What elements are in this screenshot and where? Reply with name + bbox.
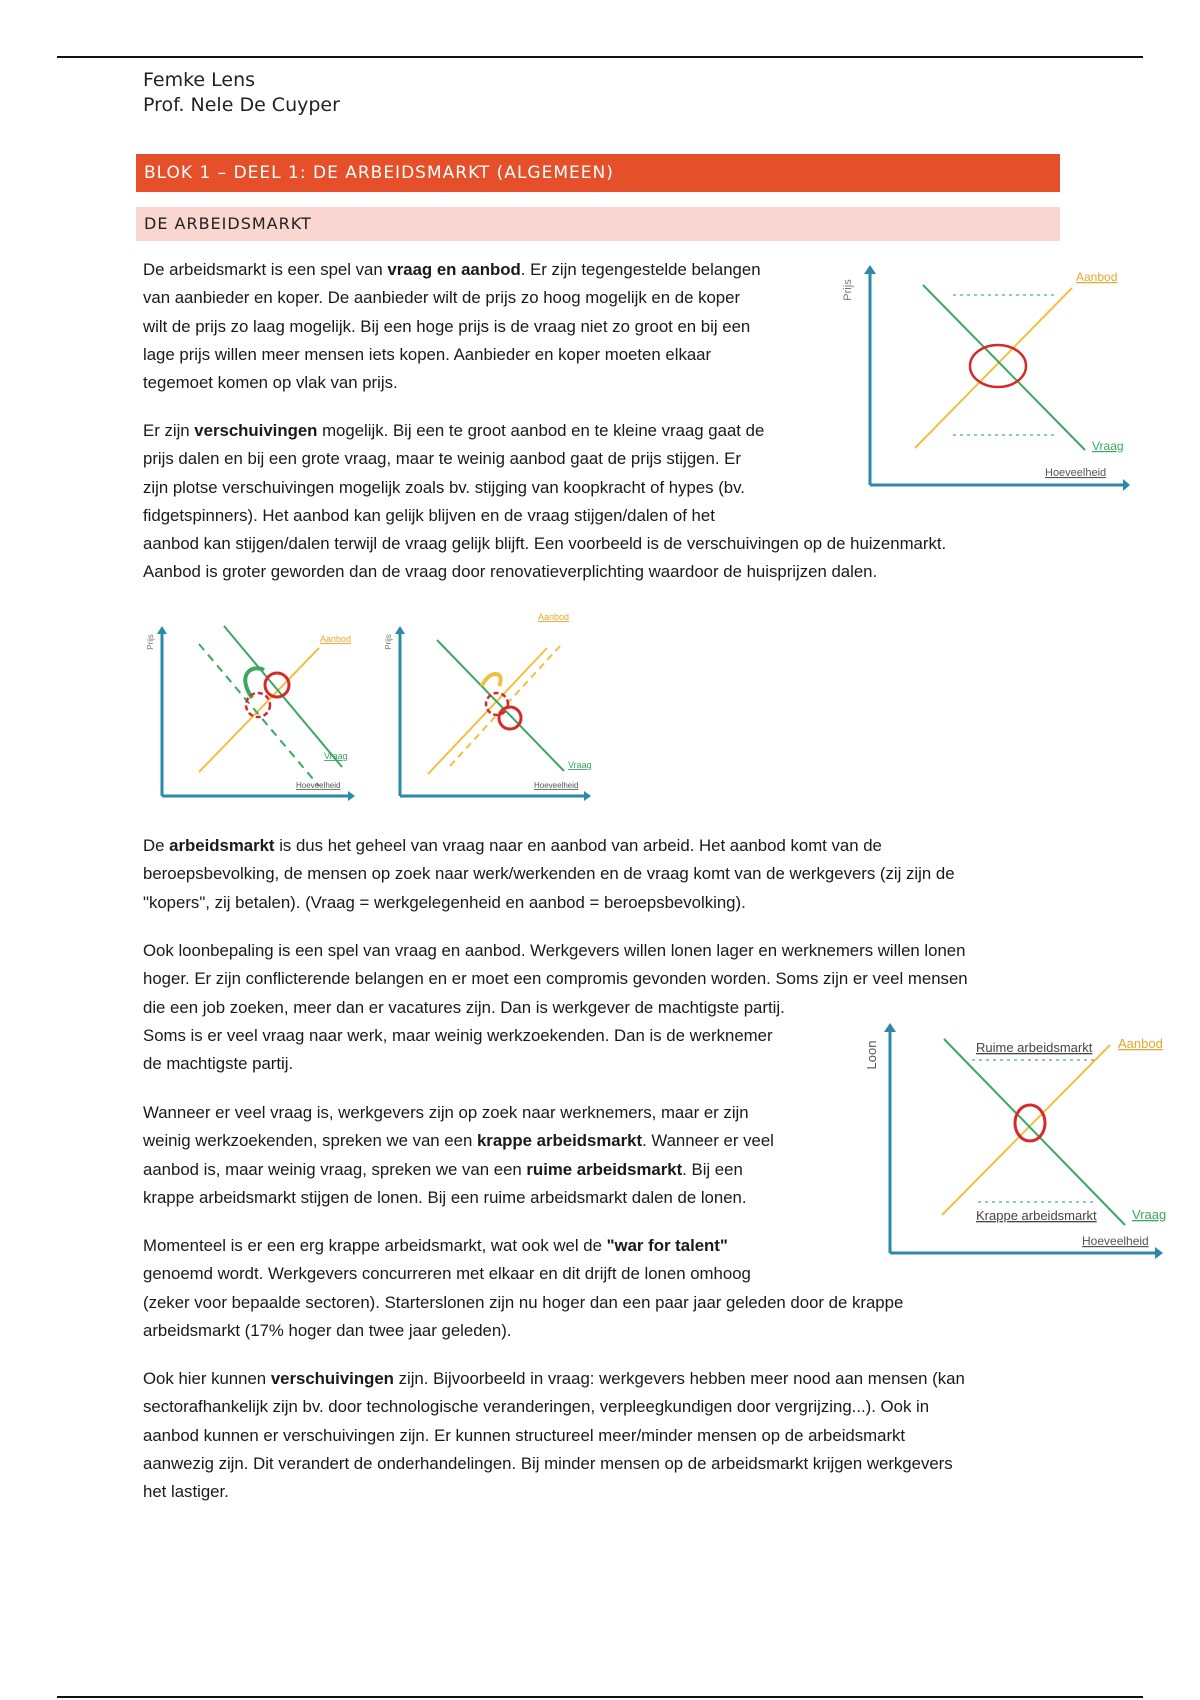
supply-line (942, 1045, 1110, 1215)
demand-line (437, 640, 564, 771)
x-axis-arrow (584, 791, 591, 801)
demand-label: Vraag (568, 760, 592, 770)
paragraph-4: Ook loonbepaling is een spel van vraag en aanbod. Werkgevers willen lonen lager en werknemers willen lonen hoger. Er zijn conflicterende belangen en er moet een compromis gevonden worden. Soms zijn er veel mensen die een job zoeken, meer dan er vacatures zijn. Dan is werkgever de machtigste partij. Soms is er veel vraag naar werk, maar weinig werkzoekenden. Dan is de werknemer de machtigste partij. (143, 941, 968, 1074)
demand-line (923, 285, 1085, 450)
paragraph-6: Momenteel is er een erg krappe arbeidsmarkt, wat ook wel de "war for talent" genoemd wordt. Werkgevers concurreren met elkaar en dit drijft de lonen omhoog (zeker voor bepaalde sectoren). Starterslonen zijn nu hoger dan een paar jaar geleden door de krappe arbeidsmarkt (17% hoger dan twee jaar geleden). (143, 1236, 904, 1340)
y-axis-label: Loon (864, 1040, 879, 1070)
paragraph-3: De arbeidsmarkt is dus het geheel van vraag naar en aanbod van arbeid. Het aanbod komt van de beroepsbevolking, de mensen op zoek naar werk/werkenden en de vraag komt van de werkgevers (zij zijn de "kopers", zij betalen). (Vraag = werkgelegenheid en aanbod = beroepsbevolking). (143, 836, 955, 912)
paragraph-1: De arbeidsmarkt is een spel van vraag en aanbod. Er zijn tegengestelde belangen van aanbieder en koper. De aanbieder wilt de prijs zo hoog mogelijk en de koper wilt de prijs zo laag mogelijk. Bij een hoge prijs is de vraag niet zo groot en bij een lage prijs willen meer mensen iets kopen. Aanbieder en koper moeten elkaar tegemoet komen op vlak van prijs. (143, 260, 761, 393)
paragraph-2: Er zijn verschuivingen mogelijk. Bij een te groot aanbod en te kleine vraag gaat de prijs dalen en bij een grote vraag, maar te weinig aanbod gaat de prijs stijgen. Er zijn plotse verschuivingen mogelijk zoals bv. stijging van koopkracht of hypes (bv. fidgetspinners). Het aanbod kan gelijk blijven en de vraag stijgen/dalen of het aanbod kan stijgen/dalen terwijl de vraag gelijk blijft. Een voorbeeld is de verschuivingen op de huizenmarkt. Aanbod is groter geworden dan de vraag door renovatieverplichting waardoor de huisprijzen dalen. (143, 421, 947, 582)
equilibrium-circle (1015, 1105, 1045, 1141)
author-name: Femke Lens (143, 69, 256, 91)
y-axis-arrow (864, 265, 876, 274)
x-axis-label: Hoeveelheid (534, 781, 579, 790)
demand-line (944, 1039, 1125, 1225)
demand-shift-chart (144, 612, 359, 802)
x-axis-arrow (1155, 1247, 1163, 1259)
supply-label: Aanbod (1118, 1036, 1163, 1051)
paragraph-5: Wanneer er veel vraag is, werkgevers zijn op zoek naar werknemers, maar er zijn weinig werkzoekenden, spreken we van een krappe arbeidsmarkt. Wanneer er veel aanbod is, maar weinig vraag, spreken we van een ruime arbeidsmarkt. Bij een krappe arbeidsmarkt stijgen de lonen. Bij een ruime arbeidsmarkt dalen de lonen. (143, 1103, 774, 1207)
top-rule (57, 56, 1143, 58)
new-equilibrium-circle (265, 673, 289, 697)
paragraph-7: Ook hier kunnen verschuivingen zijn. Bijvoorbeeld in vraag: werkgevers hebben meer nood aan mensen (kan sectorafhankelijk zijn bv. door technologische veranderingen, verpleegkundigen door vergrijzing...). Ook in aanbod kunnen er verschuivingen zijn. Er kunnen structureel meer/minder mensen op de arbeidsmarkt aanwezig zijn. Dit verandert de onderhandelingen. Bij minder mensen op de arbeidsmarkt krijgen werkgevers het lastiger. (143, 1369, 965, 1502)
y-axis-label: Prijs (146, 634, 155, 650)
document-header (143, 68, 340, 118)
new-equilibrium-circle (499, 707, 521, 729)
subsection-title: DE ARBEIDSMARKT (136, 207, 1060, 241)
x-axis-arrow (1123, 479, 1130, 491)
supply-demand-chart (840, 260, 1130, 495)
section-title: BLOK 1 – DEEL 1: DE ARBEIDSMARKT (ALGEMEEN) (136, 154, 1060, 192)
y-axis-arrow (395, 626, 405, 634)
supply-shift-chart (382, 608, 597, 802)
old-equilibrium-circle (486, 693, 508, 715)
labour-market-chart (860, 1015, 1170, 1260)
demand-label: Vraag (1132, 1207, 1167, 1222)
professor-name: Prof. Nele De Cuyper (143, 94, 340, 116)
x-axis-arrow (348, 791, 355, 801)
x-axis-label: Hoeveelheid (296, 781, 341, 790)
krappe-arbeidsmarkt-label: Krappe arbeidsmarkt (976, 1208, 1097, 1223)
supply-label: Aanbod (538, 612, 570, 622)
supply-line (915, 288, 1072, 448)
shift-arrow (482, 674, 501, 686)
demand-label: Vraag (324, 751, 348, 761)
supply-label: Aanbod (320, 634, 352, 644)
supply-shifted-line (450, 646, 560, 766)
equilibrium-circle (970, 345, 1026, 387)
bottom-rule (57, 1696, 1143, 1698)
y-axis-label: Prijs (384, 634, 393, 650)
supply-label: Aanbod (1076, 270, 1118, 284)
y-axis-label: Prijs (842, 279, 854, 301)
x-axis-label: Hoeveelheid (1045, 467, 1107, 479)
y-axis-arrow (884, 1023, 896, 1032)
y-axis-arrow (157, 626, 167, 634)
demand-label: Vraag (1092, 439, 1124, 453)
ruime-arbeidsmarkt-label: Ruime arbeidsmarkt (976, 1040, 1093, 1055)
x-axis-label: Hoeveelheid (1082, 1234, 1149, 1248)
